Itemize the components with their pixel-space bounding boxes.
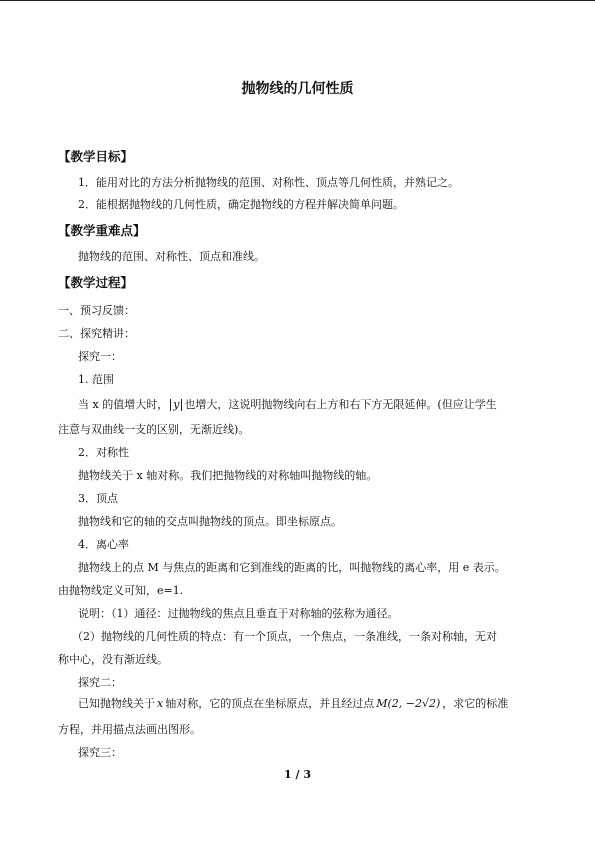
eccentricity-text-2: 由抛物线定义可知，e=1.	[58, 584, 184, 597]
eccentricity-heading: 4．离心率	[78, 538, 129, 551]
range-text-a: 当 x 的值增大时，	[78, 398, 169, 411]
explore-1-label: 探究一：	[78, 350, 122, 363]
ex2-text-a: 已知抛物线关于	[78, 697, 155, 710]
document-title: 抛物线的几何性质	[241, 81, 354, 97]
ex2-text-d: 方程，并用描点法画出图形。	[58, 723, 201, 736]
ex2-text-c: ，求它的标准	[442, 697, 509, 710]
vertex-heading: 3．顶点	[78, 492, 118, 505]
process-preview: 一、预习反馈：	[58, 304, 135, 317]
vertex-text: 抛物线和它的轴的交点叫抛物线的顶点。即坐标原点。	[78, 515, 342, 528]
abs-y-expression: y	[170, 399, 182, 411]
explore-3-label: 探究三：	[78, 746, 122, 759]
explore-2-problem-line	[78, 697, 508, 711]
heading-teaching-process: 【教学过程】	[58, 275, 134, 290]
note-2b: 称中心，没有渐近线。	[58, 653, 168, 666]
page-number: 1 / 3	[284, 768, 311, 781]
range-line	[78, 398, 497, 412]
heading-teaching-goals: 【教学目标】	[58, 149, 134, 164]
ex2-point-expression: M(2, −2√2)	[376, 697, 441, 710]
symmetry-heading: 2．对称性	[78, 446, 129, 459]
note-2a: （2）抛物线的几何性质的特点：有一个顶点，一个焦点，一条准线，一条对称轴，无对	[72, 630, 497, 643]
note-1: 说明：（1）通径：过抛物线的焦点且垂直于对称轴的弦称为通径。	[78, 607, 399, 620]
eccentricity-text-1: 抛物线上的点 M 与焦点的距离和它到准线的距离的比，叫抛物线的离心率，用 e 表示。	[78, 561, 506, 574]
heading-key-points: 【教学重难点】	[58, 223, 146, 238]
key-points-text: 抛物线的范围、对称性、顶点和准线。	[78, 250, 265, 263]
symmetry-text: 抛物线关于 x 轴对称。我们把抛物线的对称轴叫抛物线的轴。	[78, 469, 378, 482]
range-heading: 1. 范围	[78, 373, 114, 386]
page-top-rule	[0, 0, 595, 1]
range-text-b: 也增大，这说明抛物线向右上方和右下方无限延伸。(但应让学生	[184, 398, 497, 411]
process-explore: 二、探究精讲：	[58, 327, 135, 340]
goal-2: 2．能根据抛物线的几何性质，确定抛物线的方程并解决简单问题。	[78, 198, 404, 211]
range-text-c: 注意与双曲线一支的区别，无渐近线)。	[58, 423, 250, 436]
ex2-x-variable: x	[157, 697, 164, 710]
goal-1: 1．能用对比的方法分析抛物线的范围、对称性、顶点等几何性质，并熟记之。	[78, 176, 459, 189]
ex2-text-b: 轴对称，它的顶点在坐标原点，并且经过点	[165, 697, 375, 710]
explore-2-label: 探究二：	[78, 676, 122, 689]
